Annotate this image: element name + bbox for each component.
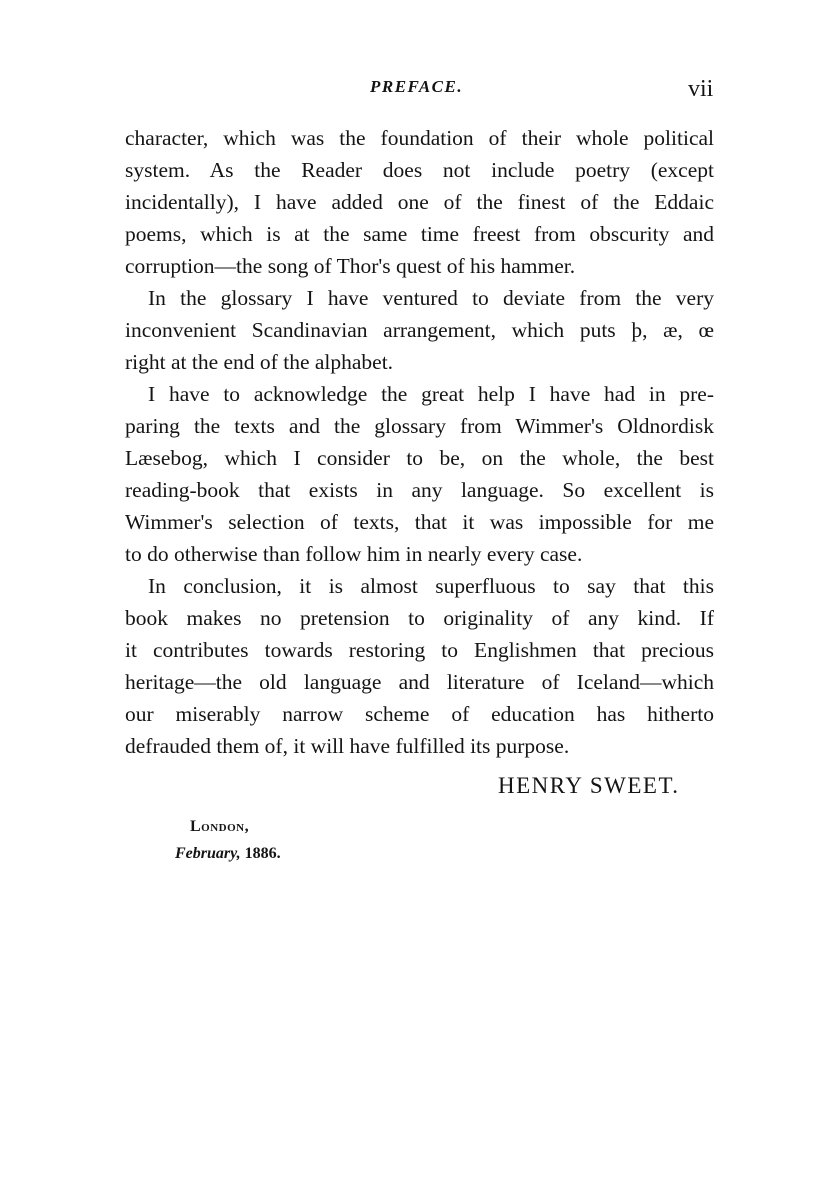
text-line: right at the end of the alphabet. (125, 350, 394, 374)
author-signature: HENRY SWEET. (498, 773, 680, 798)
text-line: I have to acknowledge the great help I have had in pre- (148, 382, 714, 406)
dateline-place: London, (190, 818, 250, 835)
text-line: corruption—the song of Thor's quest of his hammer. (125, 254, 576, 278)
text-line: poems, which is at the same time freest from obscurity and (125, 222, 714, 246)
text-line: our miserably narrow scheme of education has hitherto (125, 702, 714, 726)
text-line: Wimmer's selection of texts, that it was impossible for me (125, 510, 714, 534)
dateline-year: 1886. (244, 845, 281, 862)
text-line: book makes no pretension to originality of any kind. If (125, 606, 714, 630)
text-line: character, which was the foundation of their whole political (125, 126, 714, 150)
text-line: incidentally), I have added one of the finest of the Eddaic (125, 190, 714, 214)
dateline-month: February, (175, 845, 241, 862)
text-line: it contributes towards restoring to Englishmen that precious (125, 638, 714, 662)
text-line: In the glossary I have ventured to deviate from the very (148, 286, 714, 310)
text-line: system. As the Reader does not include poetry (except (125, 158, 714, 182)
text-line: paring the texts and the glossary from Wimmer's Oldnordisk (125, 414, 714, 438)
text-line: heritage—the old language and literature of Iceland—which (125, 670, 714, 694)
text-line: defrauded them of, it will have fulfilled its purpose. (125, 734, 570, 758)
running-title: PREFACE. (370, 77, 464, 96)
page-number: vii (688, 76, 714, 102)
text-line: Læsebog, which I consider to be, on the whole, the best (125, 446, 714, 470)
text-line: inconvenient Scandinavian arrangement, which puts þ, æ, œ (125, 318, 714, 342)
text-line: reading-book that exists in any language. So excellent is (125, 478, 714, 502)
dateline-date (175, 845, 281, 863)
text-line: In conclusion, it is almost superfluous to say that this (148, 574, 714, 598)
text-line: to do otherwise than follow him in nearly every case. (125, 542, 583, 566)
